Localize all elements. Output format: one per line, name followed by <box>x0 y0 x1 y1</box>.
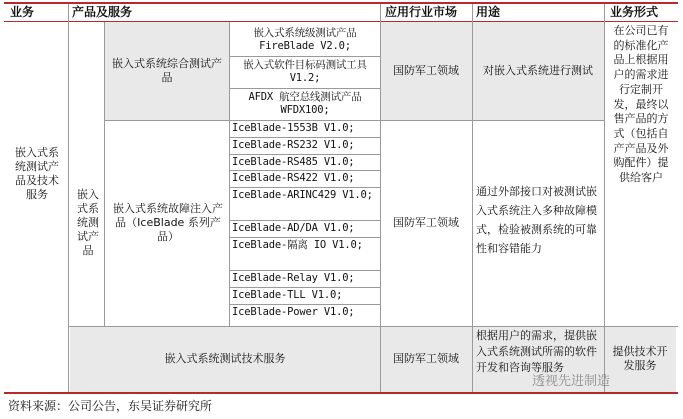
group2-item: IceBlade-Relay V1.0; <box>232 272 355 284</box>
h-line <box>229 287 380 288</box>
h-line <box>229 220 380 221</box>
v-line <box>229 22 230 326</box>
v-line <box>68 4 69 392</box>
header-rule <box>4 21 678 22</box>
group1-name: 嵌入式系统综合测试产品 <box>112 57 222 84</box>
h-line <box>229 270 380 271</box>
top-rule <box>4 2 678 4</box>
service-industry: 国防军工领域 <box>393 352 459 365</box>
group1-item: AFDX 航空总线测试产品WFDX100; <box>248 91 362 116</box>
h-line <box>68 326 678 327</box>
group1-item: 嵌入式系统级测试产品FireBlade V2.0; <box>253 27 357 52</box>
header-form: 业务形式 <box>610 5 659 19</box>
group2-purpose: 通过外部接口对被测试嵌入式系统注入多种故障模式，检验被测系统的可靠性和容错能力 <box>476 185 597 255</box>
service-form: 提供技术开发服务 <box>612 345 668 372</box>
header-industry: 应用行业市场 <box>385 5 458 19</box>
group2-item: IceBlade-RS485 V1.0; <box>232 156 355 168</box>
h-line <box>229 154 380 155</box>
group2-item: IceBlade-TLL V1.0; <box>232 289 343 301</box>
h-line <box>229 237 380 238</box>
group2-item: IceBlade-AD/DA V1.0; <box>232 222 355 234</box>
group1-purpose: 对嵌入式系统进行测试 <box>483 64 593 77</box>
service-purpose: 根据用户的需求，提供嵌入式系统测试所需的软件开发和咨询等服务 <box>476 329 597 374</box>
group2-item: IceBlade-Power V1.0; <box>232 306 355 318</box>
form-text: 在公司已有的标准化产品上根据用户的需求进行定制开发，最终以售产品的方式（包括自产产品及外购配件）提供给客户 <box>613 24 669 185</box>
service-name: 嵌入式系统测试技术服务 <box>164 352 286 365</box>
group1-industry: 国防军工领域 <box>393 64 459 77</box>
group2-item: IceBlade-1553B V1.0; <box>232 122 355 134</box>
header-products: 产品及服务 <box>72 5 133 19</box>
h-line <box>229 304 380 305</box>
header-business: 业务 <box>10 5 35 19</box>
v-line <box>604 4 605 392</box>
group2-industry: 国防军工领域 <box>393 216 459 229</box>
group2-item: IceBlade-RS422 V1.0; <box>232 172 355 184</box>
h-line <box>229 88 380 89</box>
h-line <box>104 120 604 121</box>
group2-item: IceBlade-隔离 IO V1.0; <box>232 239 363 251</box>
watermark: 透视先进制造 <box>532 374 611 389</box>
h-line <box>229 170 380 171</box>
business-cell: 嵌入式系统测试产品及技术服务 <box>15 146 59 201</box>
group2-item: IceBlade-ARINC429 V1.0; <box>232 189 373 201</box>
h-line <box>229 187 380 188</box>
group2-name: 嵌入式系统故障注入产品（IceBlade 系列产品） <box>113 202 223 243</box>
bottom-rule <box>4 392 678 394</box>
header-purpose: 用途 <box>476 5 501 19</box>
group1-item: 嵌入式软件目标码测试工具V1.2; <box>243 59 367 84</box>
v-line <box>380 4 381 392</box>
h-line <box>229 137 380 138</box>
group2-item: IceBlade-RS232 V1.0; <box>232 139 355 151</box>
h-line <box>229 56 380 57</box>
v-line <box>104 22 105 326</box>
v-line <box>472 4 473 392</box>
products-label: 嵌入式系统测试产品 <box>77 188 99 257</box>
source-footnote: 资料来源：公司公告，东吴证券研究所 <box>8 399 213 413</box>
